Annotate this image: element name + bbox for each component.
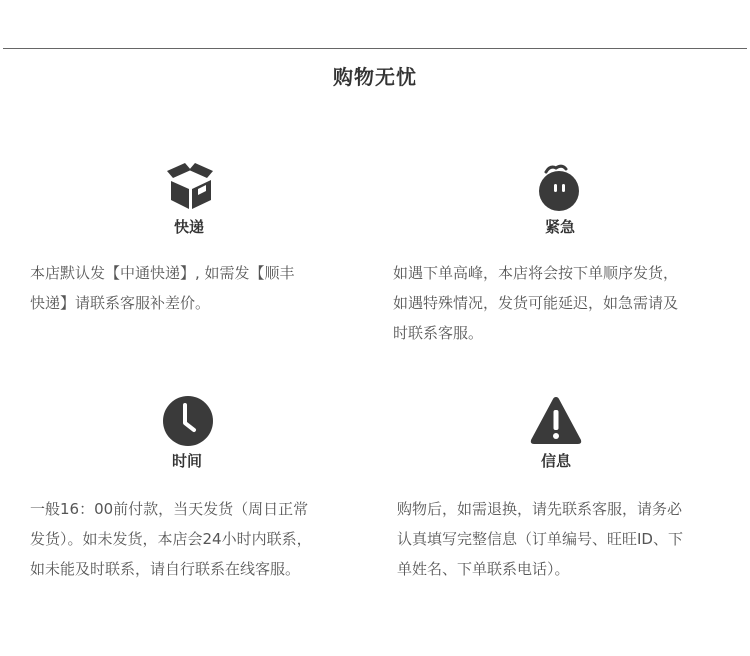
chat-bubble-icon (532, 160, 586, 214)
express-text (30, 258, 295, 318)
express-title: 快递 (173, 218, 204, 236)
text-line: 认真填写完整信息（订单编号、旺旺ID、下 (397, 530, 683, 548)
text-line: 单姓名、下单联系电话）。 (397, 560, 570, 578)
info-title: 信息 (540, 452, 571, 470)
page-title: 购物无忧 (333, 65, 417, 89)
text-line: 快递】请联系客服补差价。 (30, 294, 211, 312)
clock-icon (161, 394, 215, 448)
text-line: 一般16：00前付款，当天发货（周日正常 (30, 500, 309, 518)
urgent-title: 紧急 (544, 218, 575, 236)
text-line: 如未能及时联系，请自行联系在线客服。 (30, 560, 301, 578)
text-line: 发货）。如未发货，本店会24小时内联系， (30, 530, 312, 548)
time-title: 时间 (171, 452, 202, 470)
text-line: 时联系客服。 (393, 324, 484, 342)
time-text (30, 494, 312, 584)
text-line: 如遇特殊情况，发货可能延迟，如急需请及 (393, 294, 679, 312)
text-line: 如遇下单高峰，本店将会按下单顺序发货， (393, 264, 679, 282)
package-box-icon (163, 159, 217, 213)
info-text (397, 494, 683, 584)
urgent-text (393, 258, 678, 348)
text-line: 本店默认发【中通快递】, 如需发【顺丰 (30, 264, 295, 282)
top-divider (3, 48, 747, 49)
warning-icon (529, 394, 583, 448)
text-line: 购物后，如需退换，请先联系客服，请务必 (397, 500, 683, 518)
